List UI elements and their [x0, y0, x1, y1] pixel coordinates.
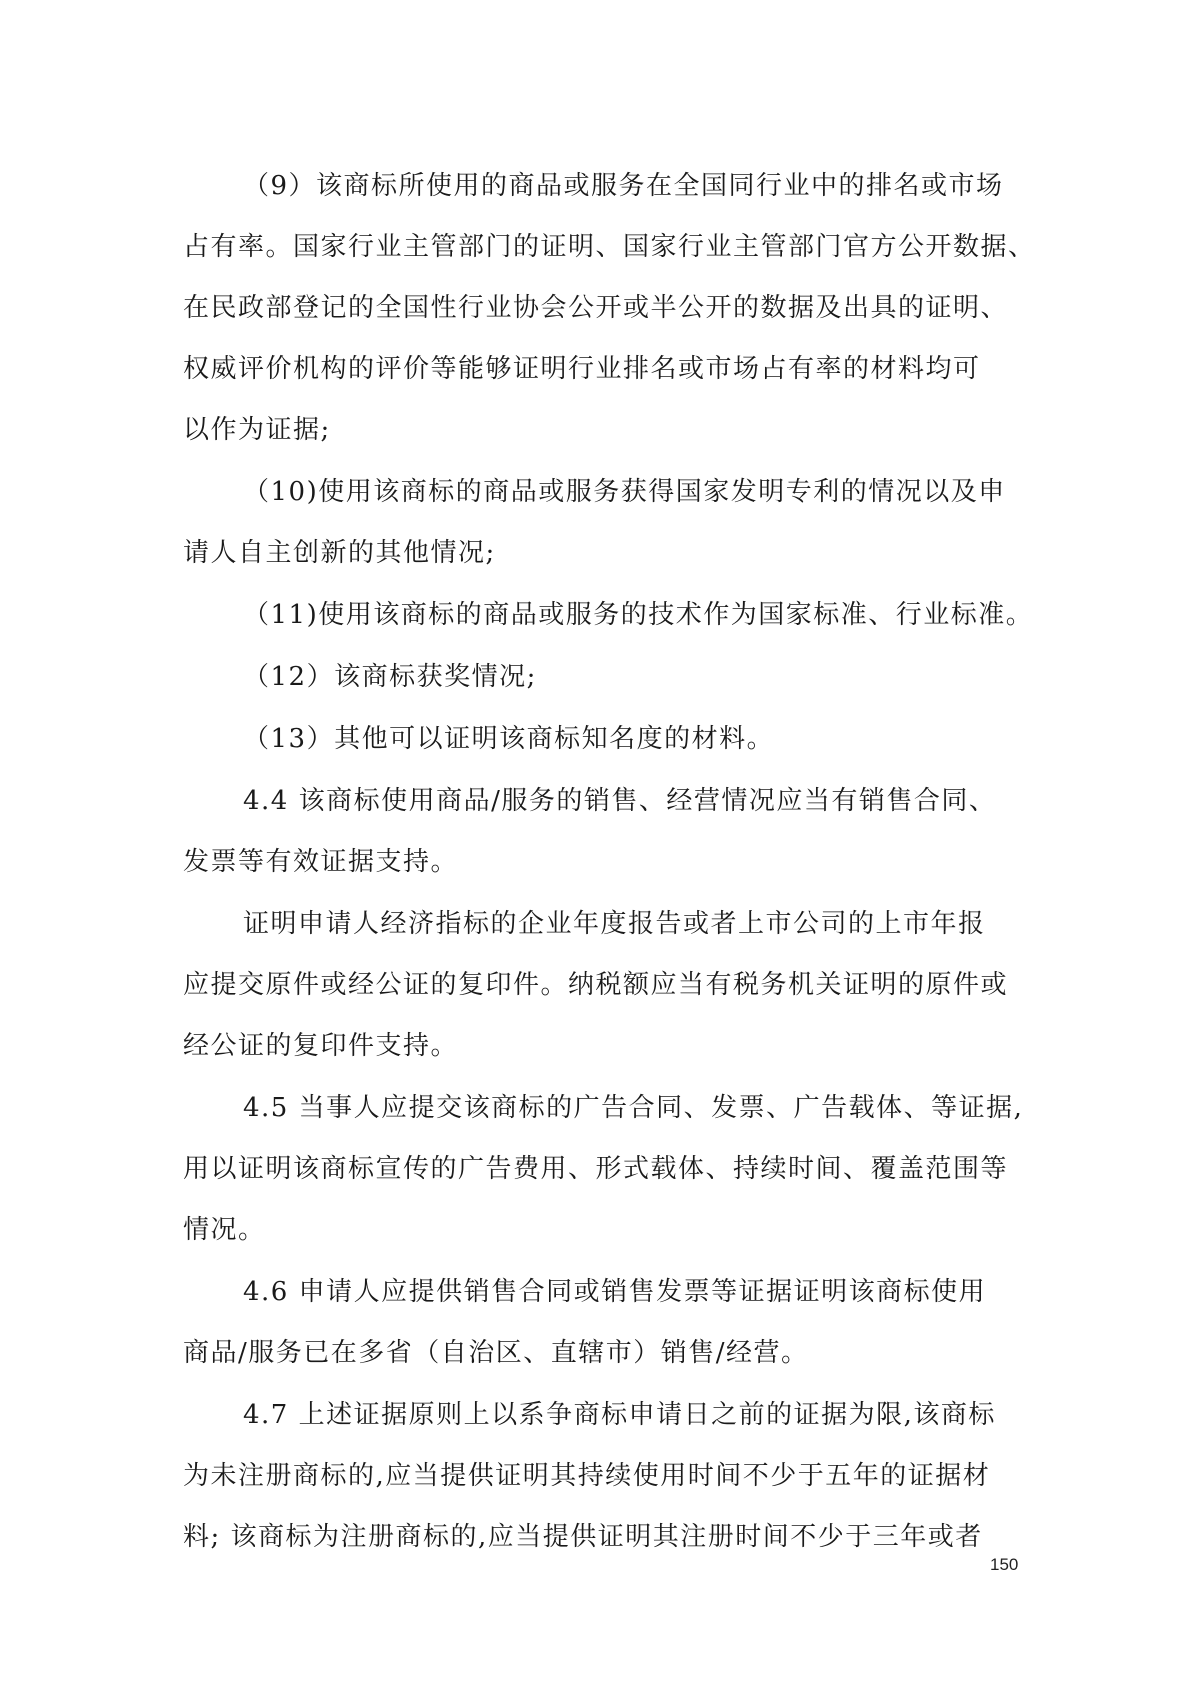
text-line: 4.5 当事人应提交该商标的广告合同、发票、广告载体、等证据,: [243, 1093, 1024, 1123]
document-body: [183, 156, 1036, 1569]
paragraph-section-4-4: [183, 771, 1021, 893]
text-line: 发票等有效证据支持。: [183, 847, 459, 877]
text-line: 占有率。国家行业主管部门的证明、国家行业主管部门官方公开数据、: [183, 232, 1036, 262]
paragraph-evidence-13: [183, 709, 1021, 770]
text-line: 在民政部登记的全国性行业协会公开或半公开的数据及出具的证明、: [183, 293, 1009, 323]
page-number: 150: [990, 1555, 1019, 1574]
text-line: 经公证的复印件支持。: [183, 1031, 459, 1061]
text-line: （11)使用该商标的商品或服务的技术作为国家标准、行业标准。: [243, 600, 1034, 630]
text-line: 权威评价机构的评价等能够证明行业排名或市场占有率的材料均可: [183, 354, 981, 384]
paragraph-evidence-10: [183, 462, 1021, 584]
text-line: 情况。: [183, 1215, 266, 1245]
paragraph-section-4-7: [183, 1385, 1021, 1568]
text-line: （13）其他可以证明该商标知名度的材料。: [243, 724, 775, 754]
paragraph-evidence-11: [183, 585, 1034, 646]
text-line: 以作为证据;: [183, 415, 331, 445]
paragraph-section-4-5: [183, 1078, 1024, 1261]
text-line: 为未注册商标的,应当提供证明其持续使用时间不少于五年的证据材: [183, 1461, 991, 1491]
text-line: 用以证明该商标宣传的广告费用、形式载体、持续时间、覆盖范围等: [183, 1154, 1009, 1184]
text-line: 料; 该商标为注册商标的,应当提供证明其注册时间不少于三年或者: [183, 1522, 983, 1552]
text-line: 请人自主创新的其他情况;: [183, 538, 496, 568]
text-line: （10)使用该商标的商品或服务获得国家发明专利的情况以及申: [243, 477, 1006, 507]
text-line: 4.4 该商标使用商品/服务的销售、经营情况应当有销售合同、: [243, 786, 997, 816]
paragraph-evidence-9: [183, 156, 1036, 461]
paragraph-evidence-12: [183, 647, 1021, 708]
text-line: 4.7 上述证据原则上以系争商标申请日之前的证据为限,该商标: [243, 1400, 996, 1430]
text-line: 商品/服务已在多省（自治区、直辖市）销售/经营。: [183, 1338, 809, 1368]
text-line: 证明申请人经济指标的企业年度报告或者上市公司的上市年报: [243, 909, 986, 939]
text-line: 应提交原件或经公证的复印件。纳税额应当有税务机关证明的原件或: [183, 970, 1009, 1000]
paragraph-economic-indicators: [183, 894, 1021, 1077]
text-line: （9）该商标所使用的商品或服务在全国同行业中的排名或市场: [243, 171, 1004, 201]
text-line: 4.6 申请人应提供销售合同或销售发票等证据证明该商标使用: [243, 1277, 987, 1307]
text-line: （12）该商标获奖情况;: [243, 662, 537, 692]
paragraph-section-4-6: [183, 1262, 1021, 1384]
